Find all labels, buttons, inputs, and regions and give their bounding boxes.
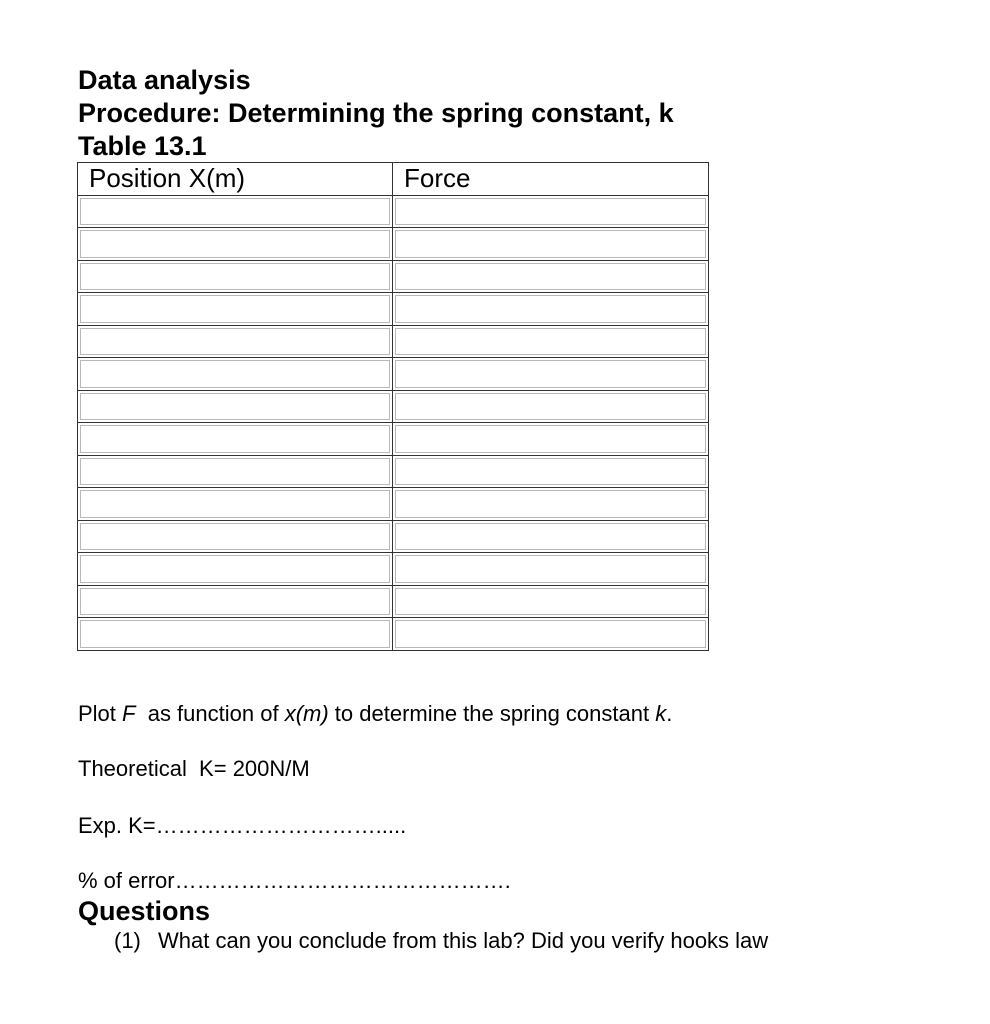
data-table [77, 162, 709, 651]
table-row [78, 520, 709, 553]
position-cell[interactable] [78, 488, 393, 521]
column-header-force: Force [393, 163, 709, 196]
force-cell[interactable] [393, 228, 709, 261]
position-cell[interactable] [78, 293, 393, 326]
plot-var-f: F [122, 701, 136, 726]
column-header-position: Position X(m) [78, 163, 393, 196]
question-text: What can you conclude from this lab? Did you verify hooks law [158, 928, 769, 953]
force-cell[interactable] [393, 553, 709, 586]
position-cell[interactable] [78, 585, 393, 618]
position-cell[interactable] [78, 455, 393, 488]
position-cell[interactable] [78, 228, 393, 261]
table-row [78, 488, 709, 521]
procedure-heading: Procedure: Determining the spring constant, k [78, 98, 674, 128]
position-cell[interactable] [78, 423, 393, 456]
table-row [78, 618, 709, 651]
plot-instruction [78, 700, 672, 728]
plot-text-1: Plot [78, 701, 123, 726]
question-number: (1) [114, 928, 141, 953]
plot-var-x: x(m) [284, 701, 329, 726]
position-cell[interactable] [78, 520, 393, 553]
force-cell[interactable] [393, 358, 709, 391]
force-cell[interactable] [393, 488, 709, 521]
force-cell[interactable] [393, 325, 709, 358]
table-row [78, 260, 709, 293]
plot-text-4: . [666, 701, 673, 726]
force-cell[interactable] [393, 585, 709, 618]
theoretical-k: Theoretical K= 200N/M [78, 756, 310, 781]
plot-var-k: k [655, 701, 667, 726]
table-row [78, 325, 709, 358]
position-cell[interactable] [78, 358, 393, 391]
position-cell[interactable] [78, 618, 393, 651]
force-cell[interactable] [393, 520, 709, 553]
section-heading: Data analysis [78, 65, 251, 95]
table-row [78, 585, 709, 618]
table-row [78, 455, 709, 488]
table-row [78, 423, 709, 456]
experimental-k: Exp. K=…………………………..... [78, 813, 407, 838]
force-cell[interactable] [393, 423, 709, 456]
force-cell[interactable] [393, 455, 709, 488]
table-row [78, 553, 709, 586]
question-item [114, 927, 768, 955]
plot-text-2: as function of [135, 701, 285, 726]
table-body [78, 195, 709, 650]
force-cell[interactable] [393, 618, 709, 651]
table-header-row [78, 163, 709, 196]
percent-error: % of error………………………………………. [78, 868, 511, 893]
force-cell[interactable] [393, 260, 709, 293]
table-row [78, 195, 709, 228]
position-cell[interactable] [78, 195, 393, 228]
plot-text-3: to determine the spring constant [328, 701, 656, 726]
table-row [78, 358, 709, 391]
table-row [78, 228, 709, 261]
position-cell[interactable] [78, 553, 393, 586]
force-cell[interactable] [393, 195, 709, 228]
table-row [78, 293, 709, 326]
table-caption: Table 13.1 [78, 131, 207, 161]
position-cell[interactable] [78, 390, 393, 423]
force-cell[interactable] [393, 293, 709, 326]
questions-heading: Questions [78, 896, 211, 926]
table-row [78, 390, 709, 423]
position-cell[interactable] [78, 260, 393, 293]
force-cell[interactable] [393, 390, 709, 423]
position-cell[interactable] [78, 325, 393, 358]
